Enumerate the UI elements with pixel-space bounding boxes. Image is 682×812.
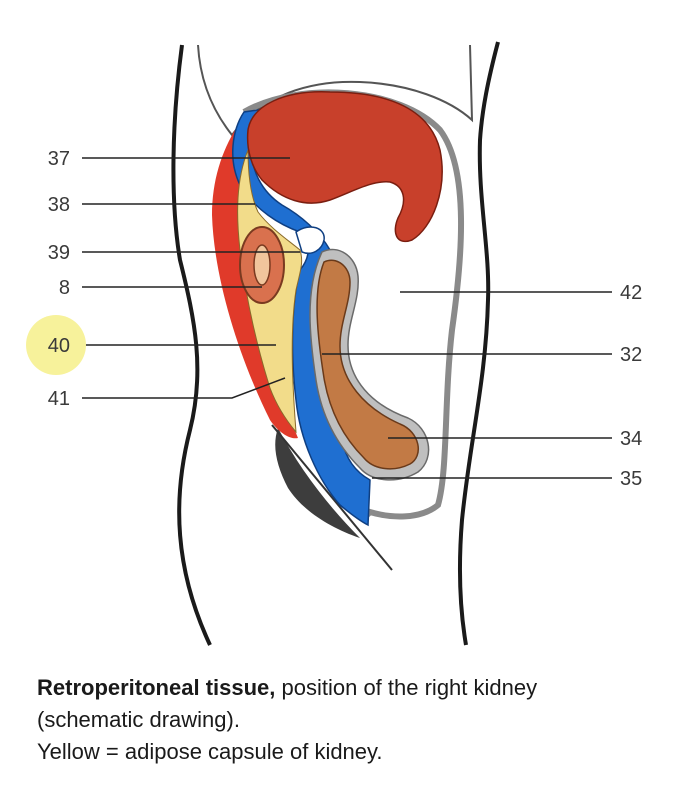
caption-line-2: (schematic drawing). (37, 707, 240, 732)
label-35: 35 (620, 468, 643, 490)
label-32: 32 (620, 344, 643, 366)
duodenum-lumen (254, 245, 270, 285)
label-41: 41 (47, 388, 70, 410)
label-8: 8 (58, 277, 70, 299)
body-outline-right (460, 42, 498, 645)
caption-title: Retroperitoneal tissue, (37, 675, 276, 700)
label-42: 42 (620, 282, 643, 304)
figure-caption (37, 672, 667, 768)
label-37: 37 (47, 148, 70, 170)
label-39: 39 (47, 242, 70, 264)
label-40: 40 (47, 335, 70, 357)
caption-line-1 (37, 672, 667, 704)
label-34: 34 (620, 428, 643, 450)
label-38: 38 (47, 194, 70, 216)
caption-line-1-text: position of the right kidney (275, 675, 538, 700)
caption-line-3: Yellow = adipose capsule of kidney. (37, 739, 383, 764)
